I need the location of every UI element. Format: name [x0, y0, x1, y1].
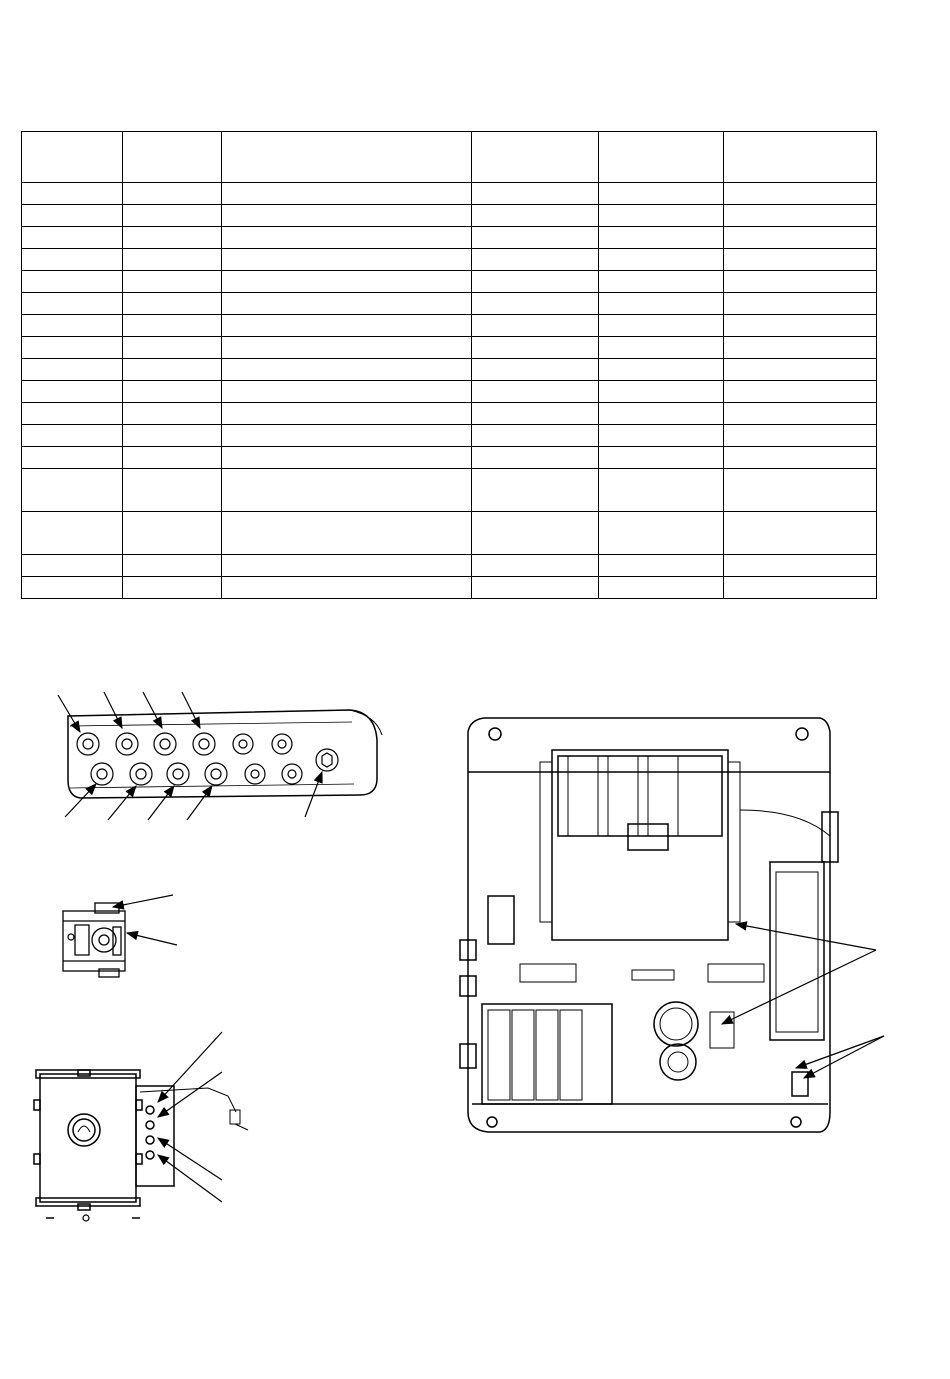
- table-cell: [123, 293, 222, 315]
- table-cell: [22, 337, 123, 359]
- table-cell: [222, 447, 472, 469]
- table-cell: [123, 512, 222, 555]
- table-cell: [222, 512, 472, 555]
- table-cell: [599, 469, 724, 512]
- header-cell: [472, 132, 599, 183]
- table-cell: [724, 555, 877, 577]
- table-cell: [599, 293, 724, 315]
- table-cell: [724, 271, 877, 293]
- table-cell: [724, 249, 877, 271]
- table-cell: [724, 447, 877, 469]
- table-cell: [724, 469, 877, 512]
- header-cell: [599, 132, 724, 183]
- table-cell: [472, 403, 599, 425]
- table-cell: [472, 577, 599, 599]
- table-cell: [123, 381, 222, 403]
- table-cell: [123, 227, 222, 249]
- table-cell: [222, 359, 472, 381]
- table-cell: [222, 577, 472, 599]
- table-cell: [472, 512, 599, 555]
- table-cell: [22, 249, 123, 271]
- table-cell: [472, 183, 599, 205]
- table-cell: [599, 271, 724, 293]
- table-cell: [22, 315, 123, 337]
- table-cell: [472, 447, 599, 469]
- port-row-top: [77, 733, 292, 755]
- table-cell: [222, 249, 472, 271]
- table-cell: [222, 227, 472, 249]
- table-cell: [123, 425, 222, 447]
- table-cell: [599, 315, 724, 337]
- table-cell: [724, 359, 877, 381]
- table-cell: [472, 555, 599, 577]
- table-cell: [472, 359, 599, 381]
- table-cell: [22, 271, 123, 293]
- table-cell: [599, 555, 724, 577]
- table-row: [22, 447, 877, 469]
- table-cell: [472, 425, 599, 447]
- table-cell: [472, 337, 599, 359]
- table-row: [22, 337, 877, 359]
- table-cell: [123, 359, 222, 381]
- table-body: [22, 183, 877, 599]
- table-cell: [724, 315, 877, 337]
- table-row: [22, 271, 877, 293]
- table-header-row: [22, 132, 877, 183]
- table-cell: [123, 271, 222, 293]
- header-cell: [123, 132, 222, 183]
- table-cell: [22, 447, 123, 469]
- table-cell: [22, 555, 123, 577]
- table-row: [22, 403, 877, 425]
- table-cell: [599, 337, 724, 359]
- table-cell: [599, 359, 724, 381]
- table-cell: [22, 359, 123, 381]
- table-cell: [472, 205, 599, 227]
- table-row: [22, 183, 877, 205]
- table-row: [22, 315, 877, 337]
- table-cell: [123, 337, 222, 359]
- tee-fitting-diagram: [55, 885, 185, 980]
- table-cell: [123, 315, 222, 337]
- table-cell: [472, 381, 599, 403]
- table-cell: [599, 205, 724, 227]
- table-cell: [472, 293, 599, 315]
- table-cell: [22, 403, 123, 425]
- table-cell: [599, 577, 724, 599]
- enclosure-side-diagram: [32, 1030, 262, 1225]
- table-cell: [599, 249, 724, 271]
- table-cell: [724, 227, 877, 249]
- table-cell: [472, 315, 599, 337]
- table-cell: [599, 447, 724, 469]
- table-cell: [123, 555, 222, 577]
- table-row: [22, 293, 877, 315]
- table-cell: [599, 183, 724, 205]
- table-cell: [724, 577, 877, 599]
- table-cell: [123, 403, 222, 425]
- table-cell: [472, 271, 599, 293]
- table-cell: [22, 577, 123, 599]
- table-cell: [222, 337, 472, 359]
- table-row: [22, 425, 877, 447]
- header-cell: [22, 132, 123, 183]
- table-cell: [22, 512, 123, 555]
- table-cell: [222, 315, 472, 337]
- table-row: [22, 577, 877, 599]
- parts-list-table: [21, 131, 877, 599]
- table-cell: [22, 381, 123, 403]
- table-cell: [222, 205, 472, 227]
- table-row: [22, 555, 877, 577]
- table-cell: [22, 205, 123, 227]
- table-cell: [123, 469, 222, 512]
- table-cell: [472, 227, 599, 249]
- table-cell: [222, 555, 472, 577]
- port-panel-diagram: [40, 680, 400, 830]
- table-row: [22, 227, 877, 249]
- table-cell: [599, 381, 724, 403]
- table-cell: [599, 425, 724, 447]
- table-cell: [22, 425, 123, 447]
- table-cell: [222, 381, 472, 403]
- table-row: [22, 359, 877, 381]
- table-row: [22, 249, 877, 271]
- table-cell: [724, 381, 877, 403]
- table-cell: [123, 577, 222, 599]
- table-cell: [222, 403, 472, 425]
- table-row: [22, 512, 877, 555]
- table-cell: [123, 447, 222, 469]
- table-cell: [222, 293, 472, 315]
- table-row: [22, 205, 877, 227]
- table-cell: [222, 271, 472, 293]
- table-cell: [472, 469, 599, 512]
- table-cell: [724, 205, 877, 227]
- table-cell: [222, 425, 472, 447]
- table-cell: [123, 205, 222, 227]
- table-cell: [724, 512, 877, 555]
- table-row: [22, 469, 877, 512]
- table-cell: [724, 403, 877, 425]
- table-cell: [123, 183, 222, 205]
- table-cell: [22, 293, 123, 315]
- table-cell: [222, 469, 472, 512]
- table-cell: [724, 425, 877, 447]
- table-cell: [123, 249, 222, 271]
- header-cell: [724, 132, 877, 183]
- table-cell: [472, 249, 599, 271]
- table-cell: [724, 183, 877, 205]
- table-cell: [599, 512, 724, 555]
- table-cell: [724, 337, 877, 359]
- table-cell: [599, 403, 724, 425]
- enclosure-interior-diagram: [440, 712, 890, 1147]
- table-row: [22, 381, 877, 403]
- header-cell: [222, 132, 472, 183]
- table-cell: [22, 227, 123, 249]
- table-cell: [724, 293, 877, 315]
- table-cell: [22, 183, 123, 205]
- table-cell: [22, 469, 123, 512]
- table-cell: [599, 227, 724, 249]
- table-cell: [222, 183, 472, 205]
